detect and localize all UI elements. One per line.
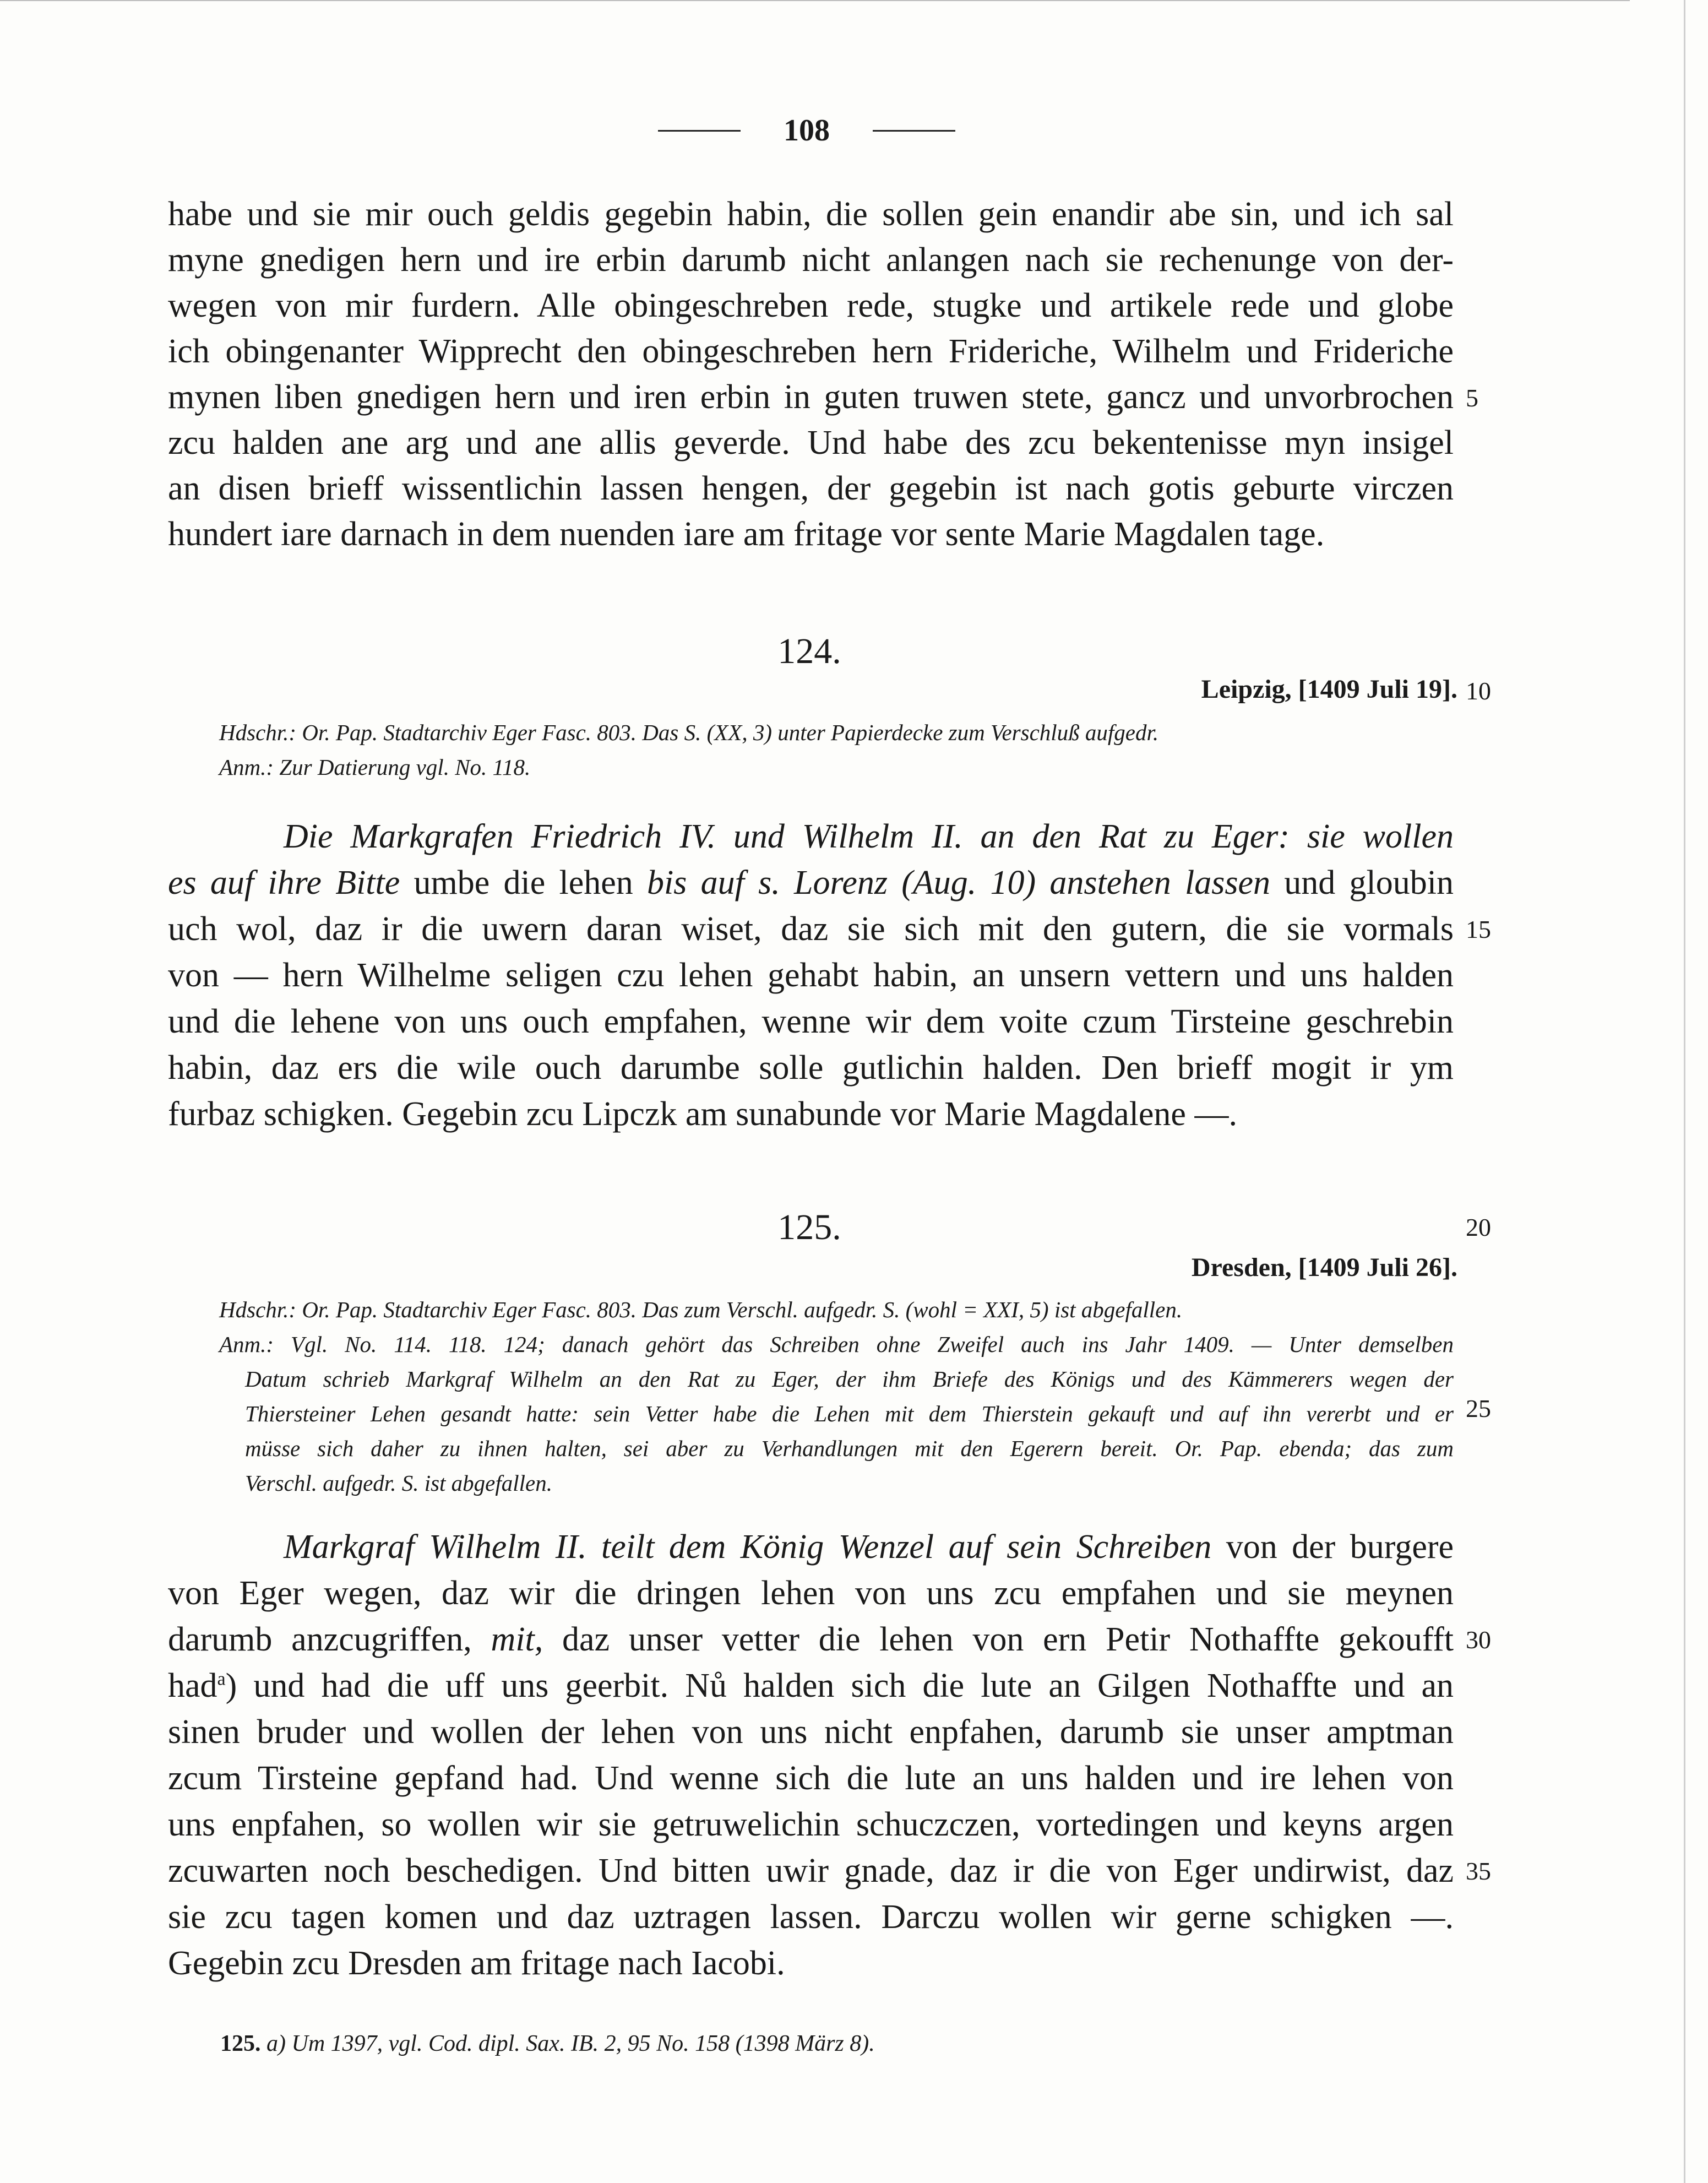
text-line: Gegebin zcu Dresden am fritage nach Iacobi.	[168, 1945, 785, 1982]
scan-edge-right	[1684, 0, 1685, 2183]
footnote	[220, 2032, 875, 2055]
text-span: daz unser vetter die lehen von ern Petir Nothaffte gekoufft	[543, 1621, 1454, 1658]
regest-italic: bis auf s. Lorenz (Aug. 10) anstehen lassen	[647, 864, 1271, 902]
annotation-note: müsse sich daher zu ihnen halten, sei aber zu Verhandlungen mit den Egerern bereit. Or. Pap. ebenda; das zum	[245, 1436, 1454, 1461]
text-span: von der burgere	[1211, 1528, 1454, 1566]
text-line: zcuwarten noch beschedigen. Und bitten uwir gnade, daz ir die von Eger undirwist, daz	[168, 1852, 1454, 1889]
regest-italic: es auf ihre Bitte	[168, 864, 400, 902]
document-date-125: Dresden, [1409 Juli 26].	[1191, 1253, 1457, 1282]
line-number: 20	[1466, 1213, 1491, 1241]
line-number: 30	[1466, 1626, 1491, 1654]
line-number: 5	[1466, 384, 1478, 412]
text-line: wegen von mir furdern. Alle obingeschreben rede, stugke und artikele rede und globe	[168, 287, 1454, 324]
page-number: 108	[784, 113, 830, 148]
text-line: zcum Tirsteine gepfand had. Und wenne sich die lute an uns halden und ire lehen von	[168, 1760, 1454, 1797]
text-line: habe und sie mir ouch geldis gegebin habin, die sollen gein enandir abe sin, und ich sal	[168, 196, 1454, 233]
annotation-note: Verschl. aufgedr. S. ist abgefallen.	[245, 1470, 553, 1496]
text-line: furbaz schigken. Gegebin zcu Lipczk am sunabunde vor Marie Magdalene —.	[168, 1095, 1237, 1133]
annotation-note: Thiersteiner Lehen gesandt hatte: sein Vetter habe die Lehen mit dem Thierstein gekauft und auf ihn vererbt und er	[245, 1401, 1454, 1426]
line-number: 15	[1466, 915, 1491, 943]
text-line: uch wol, daz ir die uwern daran wiset, daz sie sich mit den gutern, die sie vormals	[168, 910, 1454, 948]
text-line: sie zcu tagen komen und daz uztragen lassen. Darczu wollen wir gerne schigken —.	[168, 1898, 1454, 1936]
annotation-note: Anm.: Vgl. No. 114. 118. 124; danach gehört das Schreiben ohne Zweifel auch ins Jahr 1409. — Unter demselben	[219, 1332, 1454, 1357]
text-line: und die lehene von uns ouch empfahen, wenne wir dem voite czum Tirsteine geschrebin	[168, 1003, 1454, 1040]
header-rule-left	[658, 130, 741, 132]
text-italic: mit,	[491, 1621, 543, 1658]
regest-intro	[284, 819, 1454, 854]
text-line: habin, daz ers die wile ouch darumbe solle gutlichin halden. Den brieff mogit ir ym	[168, 1049, 1454, 1087]
document-date-124: Leipzig, [1409 Juli 19].	[1201, 675, 1457, 704]
source-note: Hdschr.: Or. Pap. Stadtarchiv Eger Fasc. 803. Das zum Verschl. aufgedr. S. (wohl = XXI, 5) ist abgefallen.	[219, 1297, 1183, 1322]
text-line: von Eger wegen, daz wir die dringen lehen von uns zcu empfahen und sie meynen	[168, 1574, 1454, 1612]
text-span: und gloubin	[1270, 864, 1454, 902]
line-number: 10	[1466, 677, 1491, 705]
source-note: Anm.: Zur Datierung vgl. No. 118.	[219, 754, 531, 780]
text-line: mynen liben gnedigen hern und iren erbin in guten truwen stete, gancz und unvorbrochen	[168, 378, 1454, 416]
regest-italic: Markgraf Wilhelm II. teilt dem König Wenzel auf sein Schreiben	[284, 1528, 1212, 1566]
text-line: ich obingenanter Wipprecht den obingeschreben hern Frideriche, Wilhelm und Frideriche	[168, 333, 1454, 370]
regest-italic: Die Markgrafen Friedrich IV. und Wilhelm II. an den Rat zu Eger: sie wollen	[284, 818, 1454, 855]
line-number: 25	[1466, 1394, 1491, 1422]
text-line	[168, 1622, 1454, 1657]
document-number-124: 124.	[777, 631, 841, 671]
annotation-note: Datum schrieb Markgraf Wilhelm an den Rat zu Eger, der ihm Briefe des Königs und des Kämmerers wegen der	[245, 1366, 1454, 1392]
text-line: zcu halden ane arg und ane allis geverde. Und habe des zcu bekentenisse myn insigel	[168, 424, 1454, 461]
document-number-125: 125.	[777, 1207, 841, 1247]
regest-intro	[284, 1530, 1454, 1564]
header-rule-right	[873, 130, 955, 132]
scan-edge-top	[0, 0, 1630, 1]
text-line	[168, 866, 1454, 900]
text-span: umbe die lehen	[400, 864, 648, 902]
text-line: uns enpfahen, so wollen wir sie getruwelichin schuczczen, vortedingen und keyns argen	[168, 1806, 1454, 1843]
footnote-label: 125.	[220, 2031, 261, 2056]
text-span: ) und had die uff uns geerbit. Nů halden sich die lute an Gilgen Nothaffte und an	[225, 1667, 1454, 1704]
source-note: Hdschr.: Or. Pap. Stadtarchiv Eger Fasc. 803. Das S. (XX, 3) unter Papierdecke zum Verschluß aufgedr.	[219, 720, 1159, 745]
line-number: 35	[1466, 1857, 1491, 1885]
text-line: sinen bruder und wollen der lehen von uns nicht enpfahen, darumb sie unser amptman	[168, 1713, 1454, 1751]
text-line	[168, 1669, 1454, 1703]
text-span: had	[168, 1667, 217, 1704]
text-line: hundert iare darnach in dem nuenden iare am fritage vor sente Marie Magdalen tage.	[168, 515, 1325, 553]
text-line: an disen brieff wissentlichin lassen hengen, der gegebin ist nach gotis geburte virczen	[168, 470, 1454, 507]
footnote-text: a) Um 1397, vgl. Cod. dipl. Sax. IB. 2, 95 No. 158 (1398 März 8).	[260, 2031, 875, 2056]
page-header	[658, 113, 955, 148]
text-line: myne gnedigen hern und ire erbin darumb nicht anlangen nach sie rechenunge von der-	[168, 241, 1454, 279]
footnote-marker: a	[217, 1669, 226, 1690]
text-span: darumb anzcugriffen,	[168, 1621, 491, 1658]
text-line: von — hern Wilhelme seligen czu lehen gehabt habin, an unsern vettern und uns halden	[168, 957, 1454, 994]
